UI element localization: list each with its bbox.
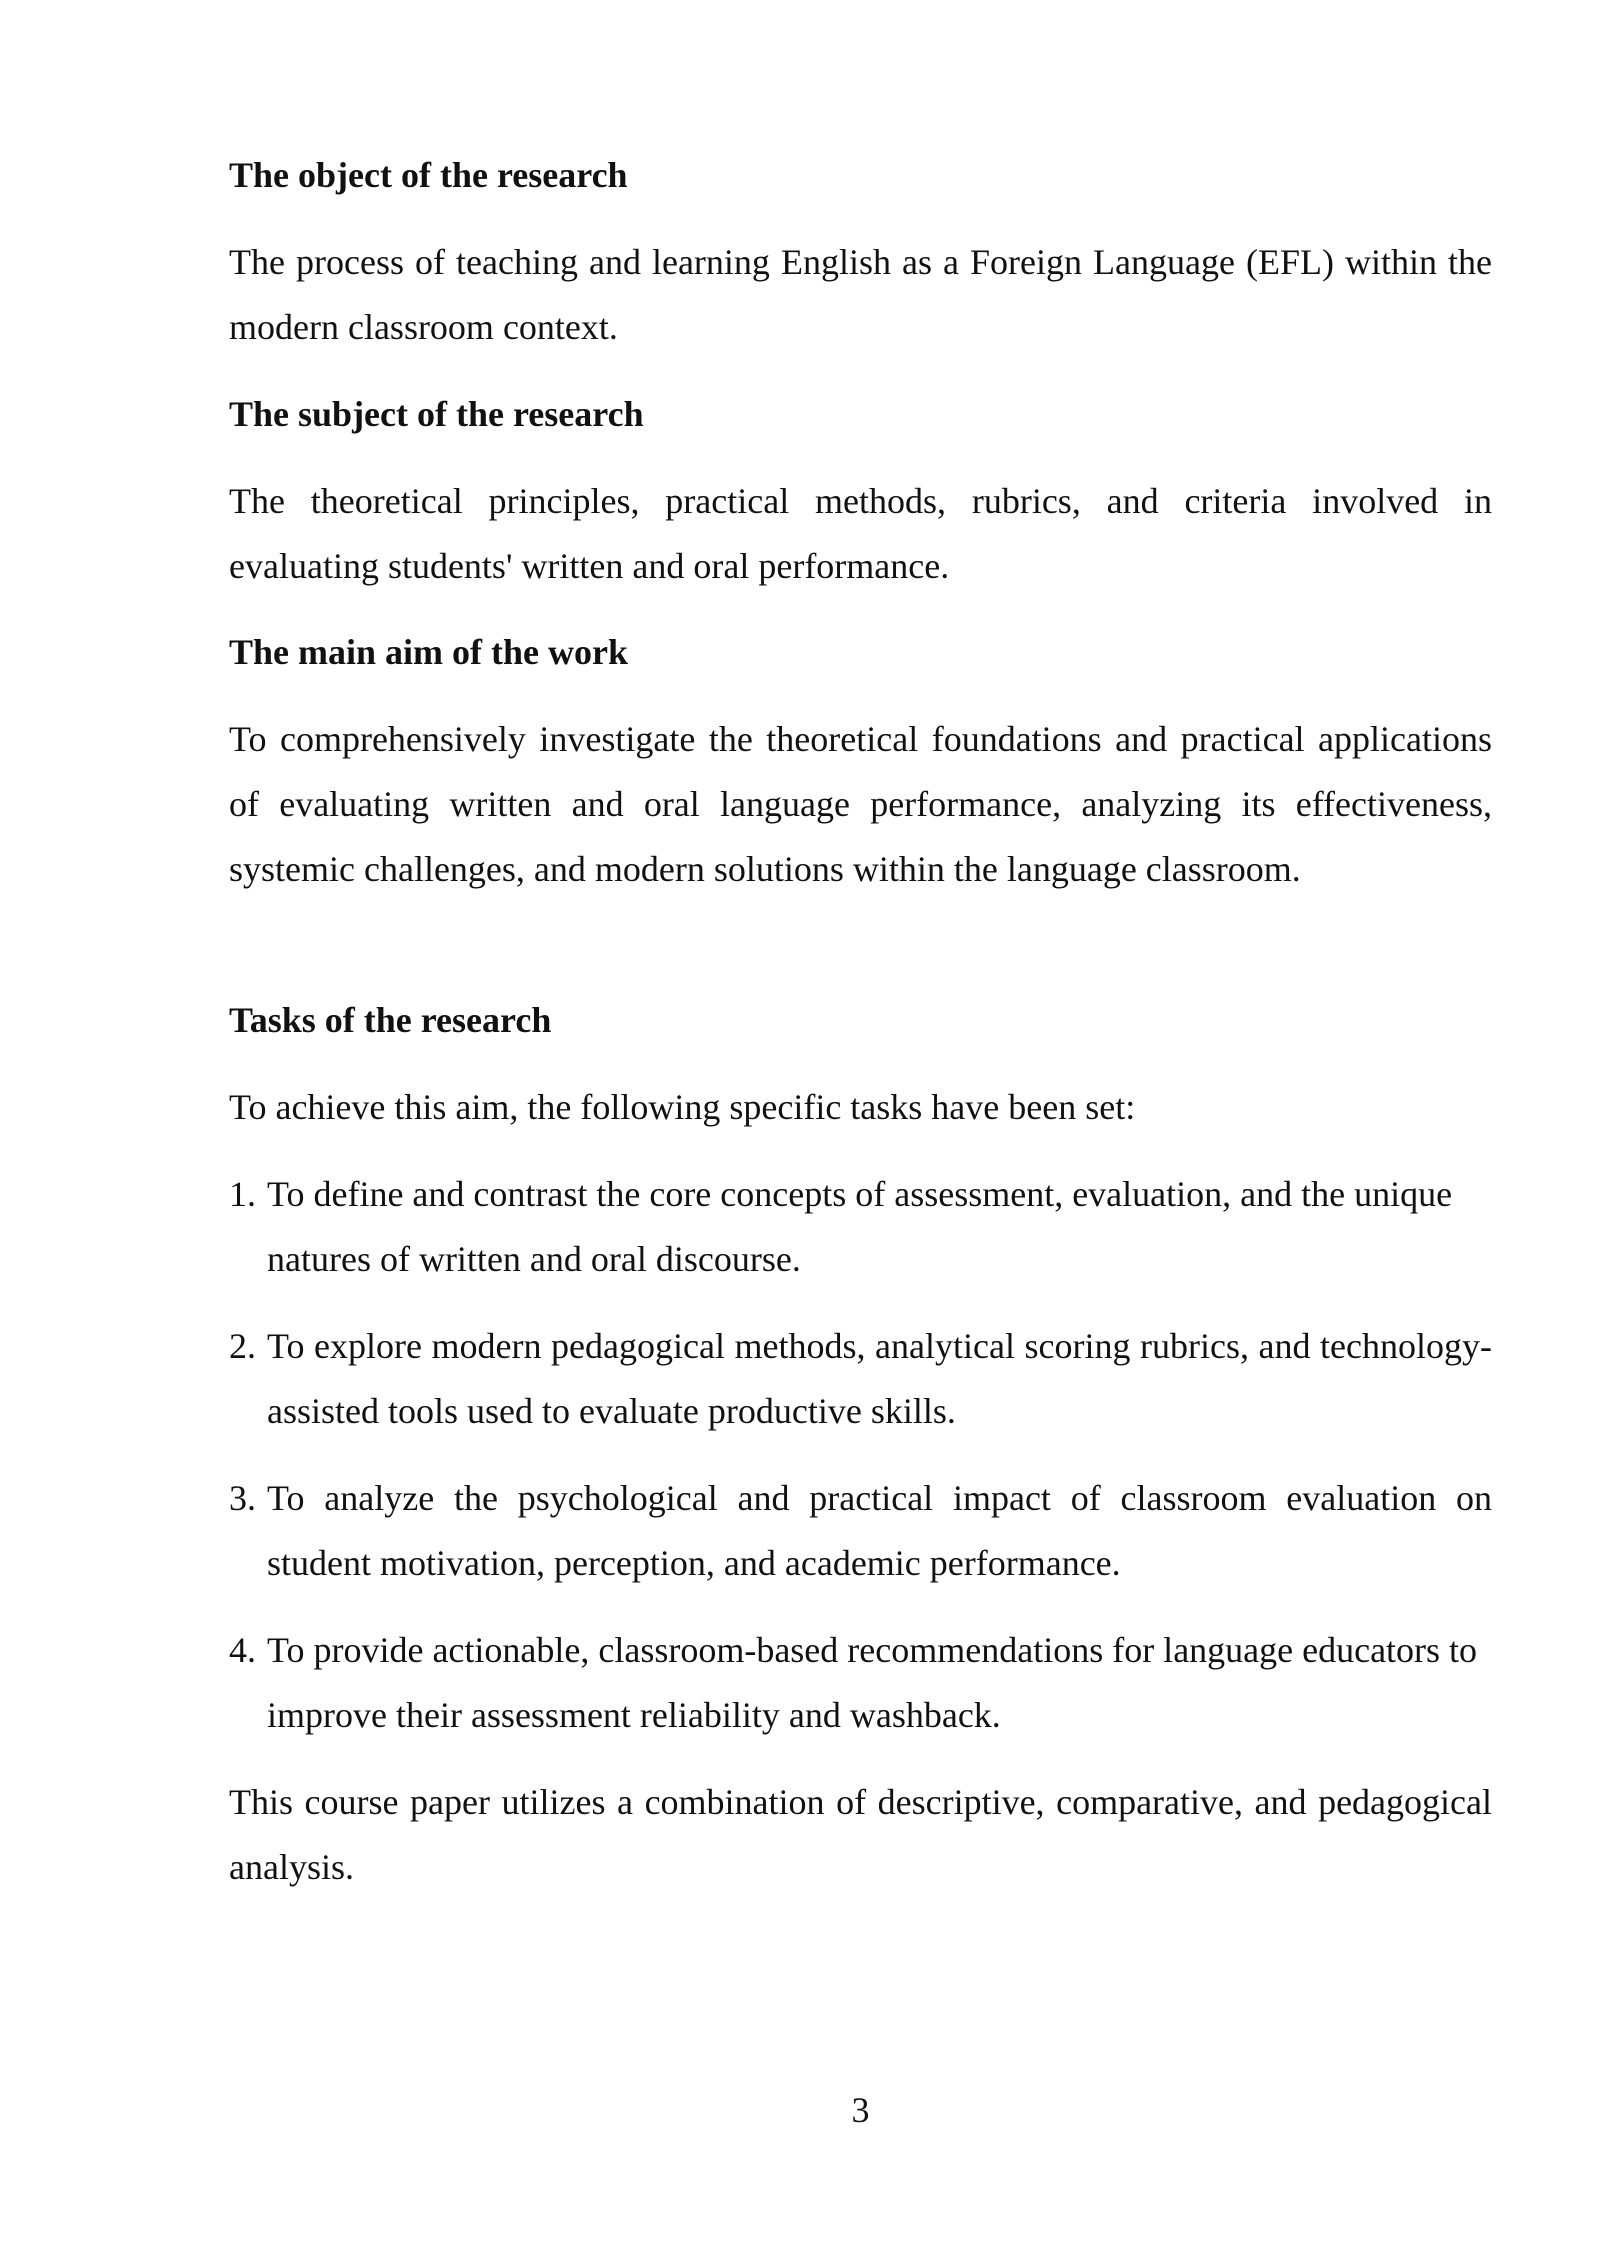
task-text: To define and contrast the core concepts of assessment, evaluation, and the unique natures of written and oral discourse. xyxy=(267,1174,1453,1279)
subject-heading: The subject of the research xyxy=(229,394,644,434)
aim-heading: The main aim of the work xyxy=(229,632,628,672)
aim-text: To comprehensively investigate the theoretical foundations and practical applications of evaluating written and oral language performance, analyzing its effectiveness, systemic challenges, and modern solutions within the language classroom. xyxy=(229,719,1492,889)
task-text: To provide actionable, classroom-based recommendations for language educators to improve their assessment reliability and washback. xyxy=(267,1630,1478,1735)
subject-text: The theoretical principles, practical methods, rubrics, and criteria involved in evaluating students' written and oral performance. xyxy=(229,481,1492,586)
task-number: 2. xyxy=(229,1326,256,1366)
page-number: 3 xyxy=(851,2090,870,2130)
object-heading: The object of the research xyxy=(229,155,628,195)
tasks-heading: Tasks of the research xyxy=(229,1000,552,1040)
task-text: To explore modern pedagogical methods, analytical scoring rubrics, and technology-assisted tools used to evaluate productive skills. xyxy=(267,1326,1492,1431)
tasks-intro: To achieve this aim, the following specific tasks have been set: xyxy=(229,1087,1136,1127)
document-page xyxy=(229,0,1492,2262)
task-number: 4. xyxy=(229,1630,256,1670)
object-text: The process of teaching and learning English as a Foreign Language (EFL) within the modern classroom context. xyxy=(229,242,1492,347)
task-text: To analyze the psychological and practical impact of classroom evaluation on student motivation, perception, and academic performance. xyxy=(267,1478,1492,1583)
closing-text: This course paper utilizes a combination of descriptive, comparative, and pedagogical analysis. xyxy=(229,1782,1492,1887)
task-number: 1. xyxy=(229,1174,256,1214)
task-number: 3. xyxy=(229,1478,256,1518)
